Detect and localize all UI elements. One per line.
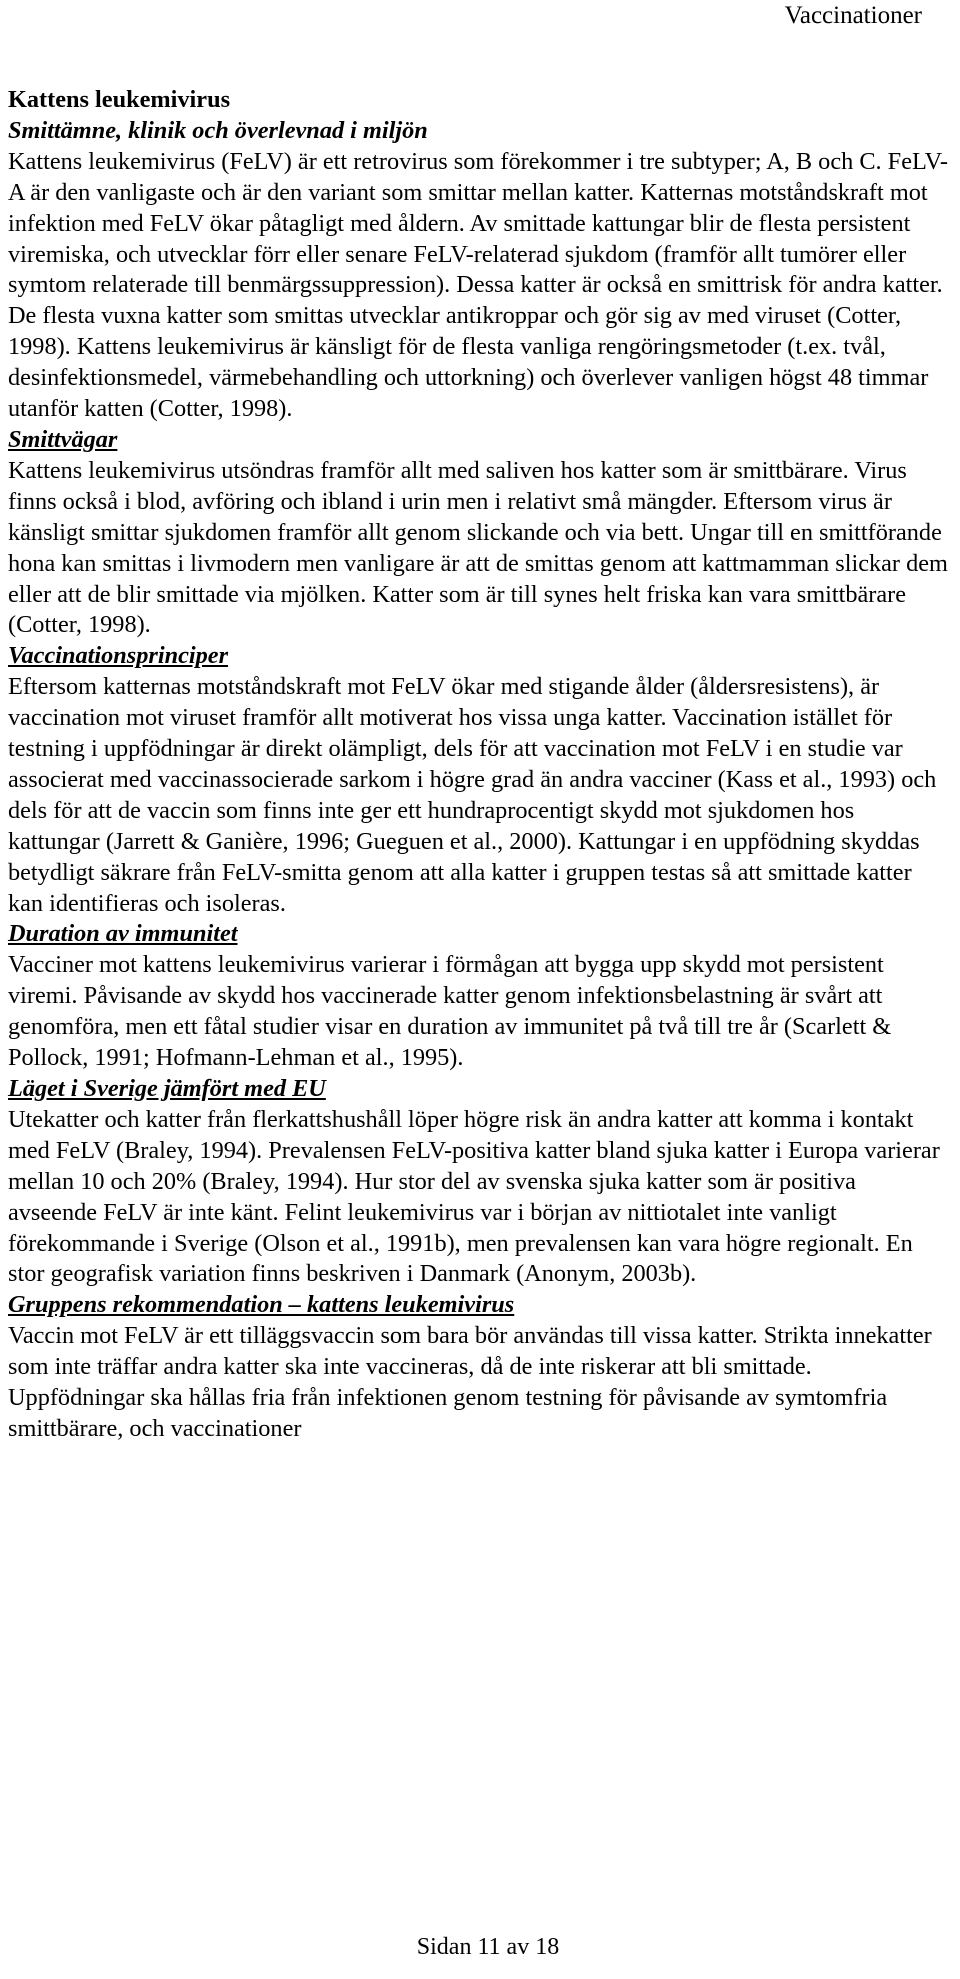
document-subtitle: Smittämne, klinik och överlevnad i miljön <box>8 116 428 144</box>
section-heading-laget-i-sverige: Läget i Sverige jämfört med EU <box>8 1075 326 1102</box>
section-heading-smittvagar: Smittvägar <box>8 425 118 453</box>
running-header: Vaccinationer <box>784 2 922 29</box>
document-body <box>8 85 948 1445</box>
section-heading-duration: Duration av immunitet <box>8 920 238 948</box>
section-text-gruppens-rekommendation: Vaccin mot FeLV är ett tilläggsvaccin som bara bör användas till vissa katter. Strikta innekatter som inte träffar andra katter ska inte vaccineras, då de inte riskerar att bli smittade. Uppfödningar ska hållas fria från infektionen genom testning för påvisande av symtomfria smittbärare, och vaccinationer <box>8 1322 932 1442</box>
section-text-laget-i-sverige: Utekatter och katter från flerkattshushåll löper högre risk än andra katter att komma i kontakt med FeLV (Braley, 1994). Prevalensen FeLV-positiva katter bland sjuka katter i Europa varierar mellan 10 och 20% (Braley, 1994). Hur stor del av svenska sjuka katter som är positiva avseende FeLV är inte känt. Felint leukemivirus var i början av nittiotalet inte vanligt förekommande i Sverige (Olson et al., 1991b), men prevalensen kan vara högre regionalt. En stor geografisk variation finns beskriven i Danmark (Anonym, 2003b). <box>8 1105 940 1288</box>
section-text-vaccinationsprinciper: Eftersom katternas motståndskraft mot FeLV ökar med stigande ålder (åldersresistens), är vaccination mot viruset framför allt motiverat hos vissa unga katter. Vaccination istället för testning i uppfödningar är direkt olämpligt, dels för att vaccination mot FeLV i en studie var associerat med vaccinassocierade sarkom i högre grad än andra vacciner (Kass et al., 1993) och dels för att de vaccin som finns inte ger ett hundraprocentigt skydd mot sjukdomen hos kattungar (Jarrett & Ganière, 1996; Gueguen et al., 2000). Kattungar i en uppfödning skyddas betydligt säkrare från FeLV-smitta genom att alla katter i gruppen testas så att smittade katter kan identifieras och isoleras. <box>8 673 937 917</box>
document-title: Kattens leukemivirus <box>8 86 231 113</box>
section-text-duration: Vacciner mot kattens leukemivirus varierar i förmågan att bygga upp skydd mot persistent viremi. Påvisande av skydd hos vaccinerade katter genom infektionsbelastning är svårt att genomföra, men ett fåtal studier visar en duration av immunitet på två till tre år (Scarlett & Pollock, 1991; Hofmann-Lehman et al., 1995). <box>8 951 892 1072</box>
section-heading-gruppens-rekommendation: Gruppens rekommendation – kattens leukemivirus <box>8 1291 515 1319</box>
section-heading-vaccinationsprinciper: Vaccinationsprinciper <box>8 642 229 670</box>
page-footer <box>0 1932 960 1962</box>
intro-paragraph: Kattens leukemivirus (FeLV) är ett retrovirus som förekommer i tre subtyper; A, B och C. FeLV-A är den vanligaste och är den variant som smittar mellan katter. Katternas motståndskraft mot infektion med FeLV ökar påtagligt med åldern. Av smittade kattungar blir de flesta persistent viremiska, och utvecklar förr eller senare FeLV-relaterad sjukdom (framför allt tumörer eller symtom relaterade till benmärgssuppression). Dessa katter är också en smittrisk för andra katter. De flesta vuxna katter som smittas utvecklar antikroppar och gör sig av med viruset (Cotter, 1998). Kattens leukemivirus är känsligt för de flesta vanliga rengöringsmetoder (t.ex. tvål, desinfektionsmedel, värmebehandling och uttorkning) och överlever vanligen högst 48 timmar utanför katten (Cotter, 1998). <box>8 147 948 423</box>
page-number: Sidan 11 av 18 <box>416 1934 560 1960</box>
section-text-smittvagar: Kattens leukemivirus utsöndras framför allt med saliven hos katter som är smittbärare. Virus finns också i blod, avföring och ibland i urin men i relativt små mängder. Eftersom virus är känsligt smittar sjukdomen framför allt genom slickande och via bett. Ungar till en smittförande hona kan smittas i livmodern men vanligare är att de smittas genom att kattmamman slickar dem eller att de blir smittade via mjölken. Katter som är till synes helt friska kan vara smittbärare (Cotter, 1998). <box>8 456 948 639</box>
